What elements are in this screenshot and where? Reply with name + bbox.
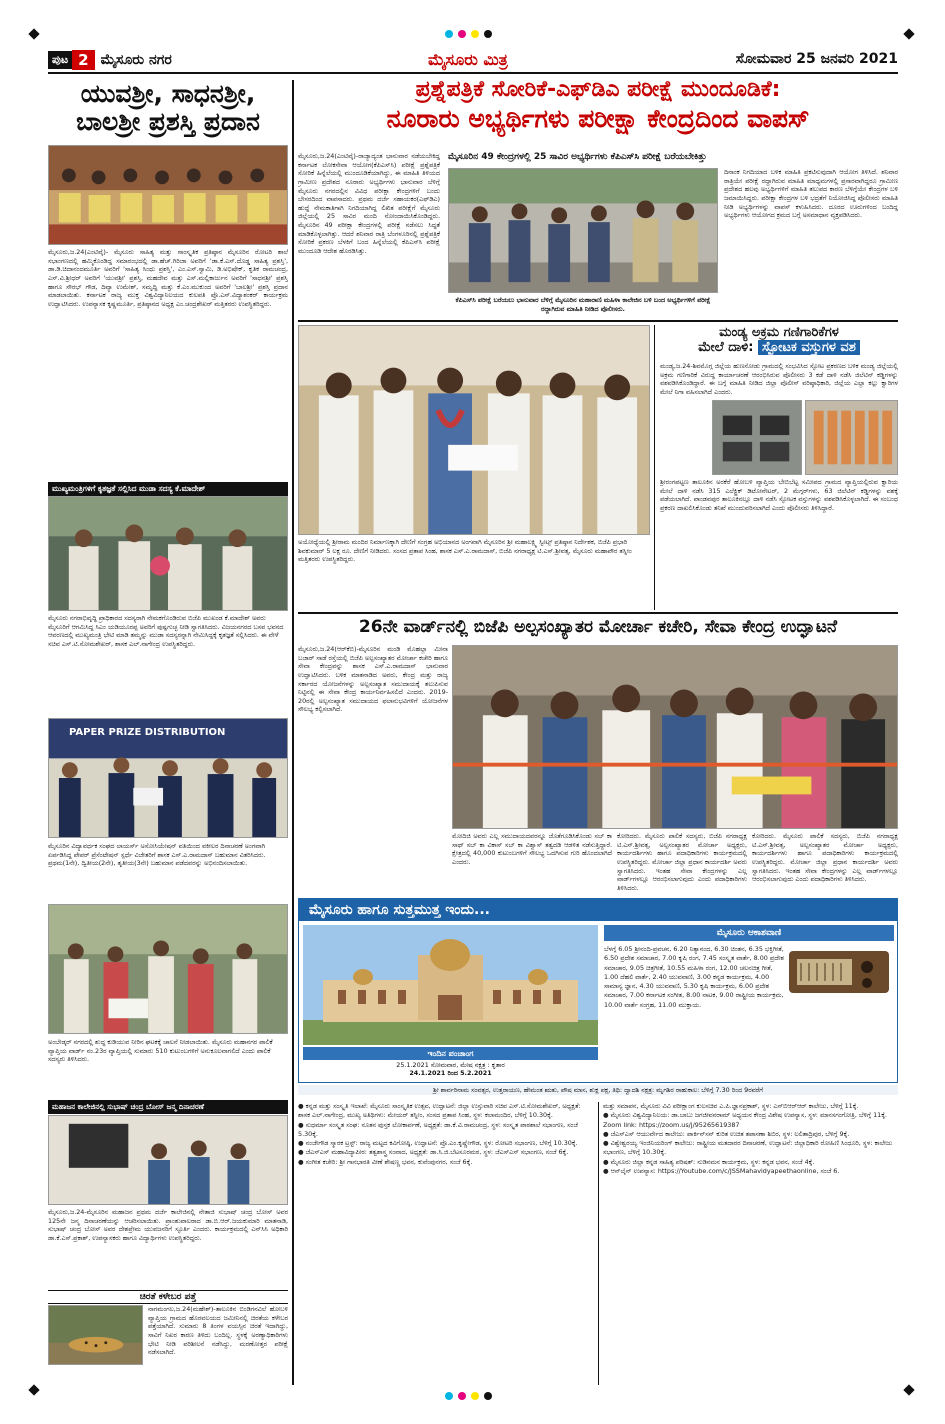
cm-felicitation-caption: ಮೈಸೂರು ನಗರಾಭಿವೃದ್ಧಿ ಪ್ರಾಧಿಕಾರದ ಸದಸ್ಯರಾಗಿ ನೇಮಕಗೊಂಡಿರುವ ಬಿಜೆಪಿ ಮುಖಂಡ ಕೆ.ಮಾದೇಶ್ ಅವರು ಮೈಸೂರಿಗೆ ಆಗಮಿಸಿದ್ದ ಸಿಎಂ ಯಡಿಯೂರಪ್ಪ ಅವರಿಗೆ ಪುಷ್ಪಗುಚ್ಛ ನೀಡಿ ಸ್ವಾಗತಿಸಿದರು. ವಿಜಯನಗರದ ಬಸವ ಭವನದ ಆವರಣದಲ್ಲಿ ಮುಖ್ಯಮಂತ್ರಿ ಭೇಟಿ ಮಾಡಿ ತಮ್ಮನ್ನು ಮುಡಾ ಸದಸ್ಯರನ್ನಾಗಿ ನೇಮಿಸಿದ್ದಕ್ಕೆ ಕೃತಜ್ಞತೆ ಸಲ್ಲಿಸಿದರು. ಈ ವೇಳೆ ಸಚಿವ ಎಸ್.ಟಿ.ಸೋಮಶೇಖರ್, ಶಾಸಕ ಎಲ್.ನಾಗೇಂದ್ರ ಉಪಸ್ಥಿತರಿದ್ದರು. [48, 614, 284, 648]
column-rule [598, 1102, 599, 1385]
subhash-photo [48, 1115, 288, 1205]
today-banner: ಮೈಸೂರು ಹಾಗೂ ಸುತ್ತಮುತ್ತ ಇಂದು... [299, 899, 897, 921]
masthead [48, 48, 898, 74]
cheque-photo [298, 325, 650, 535]
lead-headline-2: ನೂರಾರು ಅಭ್ಯರ್ಥಿಗಳು ಪರೀಕ್ಷಾ ಕೇಂದ್ರದಿಂದ ವಾಪಸ್ [386, 103, 810, 133]
mandya-headline [660, 326, 898, 355]
palace-photo [303, 925, 598, 1045]
radio-title: ಮೈಸೂರು ಆಕಾಶವಾಣಿ [604, 925, 894, 941]
page-label: ಪುಟ [48, 51, 72, 69]
ward-photo [452, 645, 898, 829]
ward-body-left: ಮೈಸೂರು,ಜ.24(ಆರ್‌ಕೆಬಿ)-ಮೈಸೂರಿನ ಮಂಡಿ ಮೊಹಲ್ಲಾ ಮೀನಾ ಬಜಾರ್ ಸಾಡೆ ರಸ್ತೆಯಲ್ಲಿ ಬಿಜೆಪಿ ಅಲ್ಪಸಂಖ್ಯಾತರ ಮೋರ್ಚಾ ಕಚೇರಿ ಹಾಗೂ ಸೇವಾ ಕೇಂದ್ರವನ್ನು ಶಾಸಕ ಎಸ್.ಎ.ರಾಮದಾಸ್ ಭಾನುವಾರ ಉದ್ಘಾಟಿಸಿದರು. ಬಳಿಕ ಮಾತನಾಡಿದ ಅವರು, ಕೇಂದ್ರ ಮತ್ತು ರಾಜ್ಯ ಸರ್ಕಾರದ ಯೋಜನೆಗಳನ್ನು ಅಲ್ಪಸಂಖ್ಯಾತ ಸಮುದಾಯಕ್ಕೆ ತಲುಪಿಸುವ ನಿಟ್ಟಿನಲ್ಲಿ ಈ ಸೇವಾ ಕೇಂದ್ರ ಕಾರ್ಯನಿರ್ವಹಿಸಲಿದೆ ಎಂದರು. 2019-20ರಲ್ಲಿ ಅಲ್ಪಸಂಖ್ಯಾತ ಸಮುದಾಯದ ಫಲಾನುಭವಿಗಳಿಗೆ ಯೋಜನೆಗಳ ಸೌಲಭ್ಯ ಕಲ್ಪಿಸಲಾಗಿದೆ. [298, 645, 448, 714]
registration-mark [28, 28, 39, 39]
panchanga-line-2: 24.1.2021 ರಿಂದ 5.2.2021 [409, 1069, 492, 1078]
awards-headline-2: ಬಾಲಶ್ರೀ ಪ್ರಶಸ್ತಿ ಪ್ರದಾನ [76, 107, 260, 136]
awards-headline-1: ಯುವಶ್ರೀ, ಸಾಧನಶ್ರೀ, [80, 79, 256, 108]
lead-photo [448, 168, 718, 293]
lead-photo-caption: ಕೆಪಿಎಸ್‌ಸಿ ಪರೀಕ್ಷೆ ಬರೆಯಲು ಭಾನುವಾರ ಬೆಳಿಗ್ಗೆ ಮೈಸೂರಿನ ಮಹಾರಾಣಿ ಮಹಿಳಾ ಕಾಲೇಜಿನ ಬಳಿ ಬಂದ ಅಭ್ಯರ್ಥಿಗಳಿಗೆ ಪರೀಕ್ಷೆ ರದ್ದಾಗಿರುವ ಮಾಹಿತಿ ನೀಡಿದ ಪೊಲೀಸರು. [455, 296, 711, 313]
today-panel [298, 898, 898, 1083]
awards-article [48, 80, 288, 136]
panchanga-line-3: ಶ್ರೀ ಶಾರ್ವರಿನಾಮ ಸಂವತ್ಸರ, ಉತ್ತರಾಯಣ, ಹೇಮಂತ ಋತು, ಪೌಷ ಮಾಸ, ಶುಕ್ಲ ಪಕ್ಷ, ತಿಥಿ: ದ್ವಾದಶಿ ನಕ್ಷತ್ರ: ಮೃಗಶಿರ ರಾಹುಕಾಲ: ಬೆಳಿಗ್ಗೆ 7.30 ರಿಂದ 9ರವರೆಗೆ [298, 1085, 898, 1095]
cm-felicitation-title: ಮುಖ್ಯಮಂತ್ರಿಗಳಿಗೆ ಕೃತಜ್ಞತೆ ಸಲ್ಲಿಸಿದ ಮುಡಾ ಸದಸ್ಯ ಕೆ.ಮಾದೇಶ್ [48, 482, 288, 496]
color-dots [445, 1392, 492, 1400]
panchanga-title: ಇಂದಿನ ಪಂಚಾಂಗ [303, 1047, 598, 1060]
panchanga-line-1: 25.1.2021 ಸೋಮವಾರ, ಮೇಷ ನಕ್ಷತ್ರ : ಕೃತಾರ [396, 1061, 505, 1069]
registration-mark [903, 1384, 914, 1395]
column-rule [292, 80, 294, 1385]
lead-body-left: ಮೈಸೂರು,ಜ.24(ಎಂಟಿವೈ)-ರಾಜ್ಯಾದ್ಯಂತ ಭಾನುವಾರ ನಡೆಯಬೇಕಿದ್ದ ಕರ್ನಾಟಕ ಲೋಕಸೇವಾ ಆಯೋಗ(ಕೆಪಿಎಸ್‌ಸಿ) ಪರೀಕ್ಷೆ ಪ್ರಶ್ನೆಪತ್ರಿಕೆ ಸೋರಿಕೆ ಹಿನ್ನೆಲೆಯಲ್ಲಿ ಮುಂದೂಡಿಕೆಯಾಗಿದ್ದು, ಈ ಮಾಹಿತಿ ತಿಳಿಯದ ಗ್ರಾಮೀಣ ಪ್ರದೇಶದ ನೂರಾರು ಅಭ್ಯರ್ಥಿಗಳು ಭಾನುವಾರ ಬೆಳಿಗ್ಗೆ ಮೈಸೂರು ನಗರದಲ್ಲಿನ ವಿವಿಧ ಪರೀಕ್ಷಾ ಕೇಂದ್ರಗಳಿಗೆ ಬಂದು ಬೇಸರದಿಂದ ವಾಪಸಾದರು. ಪ್ರಥಮ ದರ್ಜೆ ಸಹಾಯಕರ(ಎಫ್‌ಡಿಎ) ಹುದ್ದೆ ನೇಮಕಾತಿಗಾಗಿ ನಿಗದಿಯಾಗಿದ್ದ ಲಿಖಿತ ಪರೀಕ್ಷೆಗೆ ಮೈಸೂರು ಜಿಲ್ಲೆಯಲ್ಲಿ 25 ಸಾವಿರ ಮಂದಿ ನೋಂದಾಯಿಸಿಕೊಂಡಿದ್ದರು. ಮೈಸೂರಿನ 49 ಪರೀಕ್ಷಾ ಕೇಂದ್ರಗಳಲ್ಲಿ ಪರೀಕ್ಷೆ ನಡೆಸಲು ಸಿದ್ಧತೆ ಮಾಡಿಕೊಳ್ಳಲಾಗಿತ್ತು. ಆದರೆ ಶನಿವಾರ ರಾತ್ರಿ ಬೆಂಗಳೂರಿನಲ್ಲಿ ಪ್ರಶ್ನೆಪತ್ರಿಕೆ ಸೋರಿಕೆ ಪ್ರಕರಣ ಬೆಳಕಿಗೆ ಬಂದ ಹಿನ್ನೆಲೆಯಲ್ಲಿ ಕೆಪಿಎಸ್‌ಸಿ ಪರೀಕ್ಷೆ ಮುಂದೂಡಿ ಆದೇಶ ಹೊರಡಿಸಿತ್ತು. [298, 152, 440, 256]
paper-name: ಮೈಸೂರು ಮಿತ್ರ [428, 50, 508, 69]
prize-distribution-photo [48, 718, 288, 838]
explosives-photo-1 [712, 400, 802, 475]
mandya-headline-2a: ಮೇಲೆ ದಾಳಿ: [698, 339, 758, 355]
mandya-headline-1: ಮಂಡ್ಯ ಅಕ್ರಮ ಗಣಿಗಾರಿಕೆಗಳ [719, 325, 839, 340]
ward-body-right: ಕೋರಿದರು. ಮೈಸೂರು ಪಾಲಿಕೆ ಸದಸ್ಯರು, ಬಿಜೆಪಿ ನಗರಾಧ್ಯಕ್ಷ ಟಿ.ಎಸ್.ಶ್ರೀವತ್ಸ, ಅಲ್ಪಸಂಖ್ಯಾತರ ಮೋರ್ಚಾ ಅಧ್ಯಕ್ಷರು, ಕಾರ್ಯದರ್ಶಿಗಳು ಹಾಗೂ ಪದಾಧಿಕಾರಿಗಳು ಕಾರ್ಯಕ್ರಮದಲ್ಲಿ ಉಪಸ್ಥಿತರಿದ್ದರು. ಮೋರ್ಚಾ ಜಿಲ್ಲಾ ಪ್ರಧಾನ ಕಾರ್ಯದರ್ಶಿ ಅವರು ಸ್ವಾಗತಿಸಿದರು. ಇಂತಹ ಸೇವಾ ಕೇಂದ್ರಗಳನ್ನು ಎಲ್ಲ ವಾರ್ಡ್‌ಗಳಲ್ಲೂ ಆರಂಭಿಸಲಾಗುವುದು ಎಂದು ಪದಾಧಿಕಾರಿಗಳು ತಿಳಿಸಿದರು. [617, 832, 747, 892]
section-name: ಮೈಸೂರು ನಗರ [100, 52, 172, 68]
water-project-caption: ಅಂಬೇಡ್ಕರ್ ನಗರದಲ್ಲಿ ಶುದ್ಧ ಕುಡಿಯುವ ನೀರಿನ ಘಟಕಕ್ಕೆ ಚಾಲನೆ ನೀಡಲಾಯಿತು. ಮೈಸೂರು ಮಹಾನಗರ ಪಾಲಿಕೆ ವ್ಯಾಪ್ತಿಯ ವಾರ್ಡ್ ನಂ.23ರ ವ್ಯಾಪ್ತಿಯಲ್ಲಿ ಸುಮಾರು 510 ಕುಟುಂಬಗಳಿಗೆ ಅನುಕೂಲವಾಗಲಿದೆ ಎಂದು ಪಾಲಿಕೆ ಸದಸ್ಯರು ತಿಳಿಸಿದರು. [48, 1038, 273, 1064]
events-listing-left: ● ಕನ್ನಡ ಮತ್ತು ಸಂಸ್ಕೃತಿ ಇಲಾಖೆ: ಮೈಸೂರು ಸಾಂಸ್ಕೃತಿಕ ಉತ್ಸವ, ಉದ್ಘಾಟನೆ: ಜಿಲ್ಲಾ ಉಸ್ತುವಾರಿ ಸಚಿವ ಎಸ್.ಟಿ.ಸೋಮಶೇಖರ್, ಅಧ್ಯಕ್ಷತೆ: ಶಾಸಕ ಎಲ್.ನಾಗೇಂದ್ರ, ಮುಖ್ಯ ಅತಿಥಿಗಳು: ಮೇಯರ್ ತಸ್ನೀಂ, ಸಂಸದ ಪ್ರತಾಪ ಸಿಂಹ, ಸ್ಥಳ: ಕಲಾಮಂದಿರ, ಬೆಳಿಗ್ಗೆ 10.30ಕ್ಕೆ. ● ಸುಧರ್ಮಾ ಸಂಸ್ಕೃತ ಸಂಘ: ನೂತನ ಪುಸ್ತಕ ಲೋಕಾರ್ಪಣೆ, ಅಧ್ಯಕ್ಷತೆ: ಡಾ.ಕೆ.ವಿ.ರಾಮಚಂದ್ರ, ಸ್ಥಳ: ಸಂಸ್ಕೃತ ಪಾಠಶಾಲೆ ಸಭಾಂಗಣ, ಸಂಜೆ 5.30ಕ್ಕೆ. ● ನಂಜೇಗೌಡ ಸ್ಮಾರಕ ಟ್ರಸ್ಟ್: ರಾಜ್ಯ ಮಟ್ಟದ ಕವಿಗೋಷ್ಠಿ, ಉದ್ಘಾಟನೆ: ಪ್ರೊ.ಎಂ.ಕೃಷ್ಣೇಗೌಡ, ಸ್ಥಳ: ರೋಟರಿ ಸಭಾಂಗಣ, ಬೆಳಿಗ್ಗೆ 10.30ಕ್ಕೆ. ● ಜೆಎಸ್‌ಎಸ್ ಮಹಾವಿದ್ಯಾಪೀಠ: ತತ್ವಶಾಸ್ತ್ರ ಸಂವಾದ, ಅಧ್ಯಕ್ಷತೆ: ಡಾ.ಸಿ.ಜಿ.ಬೆಟಸೂರಮಠ, ಸ್ಥಳ: ಜೆಎಸ್‌ಎಸ್ ಸಭಾಂಗಣ, ಸಂಜೆ 6ಕ್ಕೆ. ● ಸಂಗೀತ ಕಚೇರಿ: ಶ್ರೀ ಗಾನಭಾರತಿ ವೀಣೆ ಶೇಷಣ್ಣ ಭವನ, ಕುವೆಂಪುನಗರ, ಸಂಜೆ 6ಕ್ಕೆ. [298, 1102, 581, 1166]
leopard-body: ನಾಗಮಂಗಲ,ಜ.24(ಮಹೇಶ್)-ತಾಲೂಕಿನ ಬಿಂಡಿಗನವಿಲೆ ಹೋಬಳಿ ವ್ಯಾಪ್ತಿಯ ಗ್ರಾಮದ ಹೊರವಲಯದ ಜಮೀನಿನಲ್ಲಿ ಚಿರತೆಯ ಕಳೇಬರ ಪತ್ತೆಯಾಗಿದೆ. ಸುಮಾರು 8 ತಿಂಗಳ ವಯಸ್ಸಿನ ಚಿರತೆ ಇದಾಗಿದ್ದು, ಸಾವಿಗೆ ನಿಖರ ಕಾರಣ ತಿಳಿದು ಬಂದಿಲ್ಲ. ಸ್ಥಳಕ್ಕೆ ಅರಣ್ಯಾಧಿಕಾರಿಗಳು ಭೇಟಿ ನೀಡಿ ಪರಿಶೀಲನೆ ನಡೆಸಿದ್ದು, ಮರಣೋತ್ತರ ಪರೀಕ್ಷೆ ನಡೆಸಲಾಗಿದೆ. [148, 1305, 288, 1357]
column-rule [654, 325, 655, 610]
mandya-body-top: ಮಂಡ್ಯ,ಜ.24-ಶಿವಮೊಗ್ಗ ಜಿಲ್ಲೆಯ ಹುಣಸೋಡು ಗ್ರಾಮದಲ್ಲಿ ಸಂಭವಿಸಿದ ಸ್ಫೋಟ ಪ್ರಕರಣದ ಬಳಿಕ ಮಂಡ್ಯ ಜಿಲ್ಲೆಯಲ್ಲಿ ಅಕ್ರಮ ಗಣಿಗಾರಿಕೆ ವಿರುದ್ಧ ಕಾರ್ಯಾಚರಣೆ ಆರಂಭಿಸಿರುವ ಪೊಲೀಸರು 3 ಕಡೆ ದಾಳಿ ನಡೆಸಿ ಜಿಲೆಟಿನ್ ಕಡ್ಡಿಗಳನ್ನು ವಶಪಡಿಸಿಕೊಂಡಿದ್ದಾರೆ. ಈ ಬಗ್ಗೆ ಮಾಹಿತಿ ನೀಡಿದ ಜಿಲ್ಲಾ ಪೊಲೀಸ್ ವರಿಷ್ಠಾಧಿಕಾರಿ, ಜಿಲ್ಲೆಯ ಎಲ್ಲಾ ಕಲ್ಲು ಕ್ವಾರಿಗಳ ಮೇಲೆ ನಿಗಾ ವಹಿಸಲಾಗಿದೆ ಎಂದರು. [660, 362, 898, 396]
water-project-photo [48, 904, 288, 1034]
lead-subhead: ಮೈಸೂರಿನ 49 ಕೇಂದ್ರಗಳಲ್ಲಿ 25 ಸಾವಿರ ಅಭ್ಯರ್ಥಿಗಳು ಕೆಪಿಎಸ್‌ಸಿ ಪರೀಕ್ಷೆ ಬರೆಯಬೇಕಿತ್ತು [448, 152, 707, 162]
lead-headline [298, 78, 898, 133]
cheque-caption: ಅಯೋಧ್ಯೆಯಲ್ಲಿ ಶ್ರೀರಾಮ ಮಂದಿರ ನಿರ್ಮಾಣಕ್ಕಾಗಿ ದೇಣಿಗೆ ಸಂಗ್ರಹ ಅಭಿಯಾನದ ಅಂಗವಾಗಿ ಮೈಸೂರಿನ ಶ್ರೀ ಮಹಾಲಕ್ಷ್ಮಿ ಸ್ವೀಟ್ಸ್ ಪ್ರತಿಷ್ಠಾನ ನಿರ್ದೇಶಕ, ಬಿಜೆಪಿ ಪ್ರಭಾರಿ ಶಿವಕುಮಾರ್ 5 ಲಕ್ಷ ರೂ. ದೇಣಿಗೆ ನೀಡಿದರು. ಸಂಸದ ಪ್ರತಾಪ ಸಿಂಹ, ಶಾಸಕ ಎಸ್.ಎ.ರಾಮದಾಸ್, ಬಿಜೆಪಿ ನಗರಾಧ್ಯಕ್ಷ ಟಿ.ಎಸ್.ಶ್ರೀವತ್ಸ, ಮೈಸೂರು ಮಹಾಪೌರ ತಸ್ನೀಂ ಮತ್ತಿತರರು ಉಪಸ್ಥಿತರಿದ್ದರು. [298, 538, 632, 564]
row-rule [298, 320, 898, 322]
leopard-title: ಚಿರತೆ ಕಳೇಬರ ಪತ್ತೆ [48, 1290, 288, 1304]
page-number: 2 [72, 50, 94, 70]
leopard-photo [48, 1305, 143, 1365]
issue-date: ಸೋಮವಾರ 25 ಜನವರಿ 2021 [735, 51, 898, 67]
subhash-body: ಮೈಸೂರು,ಜ.24-ಮೈಸೂರಿನ ಮಹಾಜನ ಪ್ರಥಮ ದರ್ಜೆ ಕಾಲೇಜಿನಲ್ಲಿ ನೇತಾಜಿ ಸುಭಾಷ್ ಚಂದ್ರ ಬೋಸ್ ಅವರ 125ನೇ ಜನ್ಮ ದಿನಾಚರಣೆಯನ್ನು ಆಚರಿಸಲಾಯಿತು. ಪ್ರಾಂಶುಪಾಲರಾದ ಡಾ.ಬಿ.ಆರ್.ಜಯಕುಮಾರಿ ಮಾತನಾಡಿ, ಸುಭಾಷ್ ಚಂದ್ರ ಬೋಸ್ ಅವರ ದೇಶಪ್ರೇಮ ಯುವಜನರಿಗೆ ಸ್ಫೂರ್ತಿ ಎಂದರು. ಕಾರ್ಯಕ್ರಮದಲ್ಲಿ ಎನ್‌ಸಿಸಿ ಅಧಿಕಾರಿ ಡಾ.ಕೆ.ಎಸ್.ಪ್ರಕಾಶ್, ಉಪನ್ಯಾಸಕರು ಹಾಗೂ ವಿದ್ಯಾರ್ಥಿಗಳು ಉಪಸ್ಥಿತರಿದ್ದರು. [48, 1208, 288, 1242]
prize-banner-text: PAPER PRIZE DISTRIBUTION [69, 727, 226, 738]
radio-icon [787, 945, 891, 995]
awards-photo [48, 145, 288, 245]
mandya-headline-2b: ಸ್ಫೋಟಕ ವಸ್ತುಗಳ ವಶ [758, 340, 860, 355]
events-listing-right: ಮತ್ತು ಸಮಾಪನ, ಮೈಸೂರು ವಿವಿ ಪರೀಕ್ಷಾಂಗ ಕುಲಸಚಿವ ಎ.ಪಿ.ಜ್ಞಾನಪ್ರಕಾಶ್, ಸ್ಥಳ: ಎಸ್‌ಬಿಆರ್‌ಆರ್ ಕಾಲೇಜು, ಬೆಳಿಗ್ಗೆ 11ಕ್ಕೆ. ● ಮೈಸೂರು ವಿಶ್ವವಿದ್ಯಾನಿಲಯ: ಡಾ.ಬಾಬು ಜಗಜೀವನರಾಮ್ ಅಧ್ಯಯನ ಕೇಂದ್ರ ವಿಶೇಷ ಉಪನ್ಯಾಸ, ಸ್ಥಳ: ಮಾನಸಗಂಗೋತ್ರಿ, ಬೆಳಿಗ್ಗೆ 11ಕ್ಕೆ. Zoom link: https://zoom.us/j/95265619387 ● ಜೆಎಸ್‌ಎಸ್ ಆಯುರ್ವೇದ ಕಾಲೇಜು: ಪಾರ್ಕಿನ್‌ಸನ್ ಕುರಿತ ಉಚಿತ ತಪಾಸಣಾ ಶಿಬಿರ, ಸ್ಥಳ: ಲಲಿತಾದ್ರಿಪುರ, ಬೆಳಿಗ್ಗೆ 9ಕ್ಕೆ. ● ವಿಶ್ವೇಶ್ವರಯ್ಯ ಇಂಜಿನಿಯರಿಂಗ್ ಕಾಲೇಜು: ರಾಷ್ಟ್ರೀಯ ಮತದಾರರ ದಿನಾಚರಣೆ, ಉದ್ಘಾಟನೆ: ಜಿಲ್ಲಾಧಿಕಾರಿ ರೋಹಿಣಿ ಸಿಂಧೂರಿ, ಸ್ಥಳ: ಕಾಲೇಜು ಸಭಾಂಗಣ, ಬೆಳಿಗ್ಗೆ 10.30ಕ್ಕೆ. ● ಮೈಸೂರು ಜಿಲ್ಲಾ ಕನ್ನಡ ಸಾಹಿತ್ಯ ಪರಿಷತ್: ನುಡಿನಮನ ಕಾರ್ಯಕ್ರಮ, ಸ್ಥಳ: ಕನ್ನಡ ಭವನ, ಸಂಜೆ 4ಕ್ಕೆ. ● ಆನ್‌ಲೈನ್ ಉಪನ್ಯಾಸ: https://Youtube.com/c/JSSMahavidyapeethaonline, ಸಂಜೆ 6. [603, 1102, 893, 1175]
mandya-body-bottom: ಶ್ರೀರಂಗಪಟ್ಟಣ ತಾಲೂಕಿನ ಅರಕೆರೆ ಹೋಬಳಿ ವ್ಯಾಪ್ತಿಯ ಬೇಬಿಬೆಟ್ಟ ಸಮೀಪದ ಗ್ರಾಮದ ವ್ಯಾಪ್ತಿಯಲ್ಲಿರುವ ಕ್ವಾರಿಯ ಮೇಲೆ ದಾಳಿ ನಡೆಸಿ 315 ಎಲೆಕ್ಟ್ರಿಕ್ ಡಿಟೋನೇಟರ್, 2 ಮೆಗ್ಗರ್‌ಗಳು, 63 ಜಿಲೆಟಿನ್ ಕಡ್ಡಿಗಳನ್ನು ವಶಕ್ಕೆ ಪಡೆಯಲಾಗಿದೆ. ಪಾಂಡವಪುರ ತಾಲೂಕಿನಲ್ಲೂ ದಾಳಿ ನಡೆಸಿ ಸ್ಫೋಟಕ ವಸ್ತುಗಳನ್ನು ವಶಪಡಿಸಿಕೊಳ್ಳಲಾಗಿದೆ. ಈ ಸಂಬಂಧ ಪ್ರಕರಣ ದಾಖಲಿಸಿಕೊಂಡು ತನಿಖೆ ಮುಂದುವರಿಸಲಾಗಿದೆ ಎಂದು ಪೊಲೀಸರು ತಿಳಿಸಿದ್ದಾರೆ. [660, 478, 898, 512]
panchanga-body [303, 1061, 598, 1078]
page-number-box [48, 50, 172, 70]
subhash-title: ಮಹಾಜನ ಕಾಲೇಜಿನಲ್ಲಿ ಸುಭಾಷ್ ಚಂದ್ರ ಬೋಸ್ ಜನ್ಮ ದಿನಾಚರಣೆ [48, 1100, 288, 1114]
ward-body-right-2: ಕೋರಿದರು. ಮೈಸೂರು ಪಾಲಿಕೆ ಸದಸ್ಯರು, ಬಿಜೆಪಿ ನಗರಾಧ್ಯಕ್ಷ ಟಿ.ಎಸ್.ಶ್ರೀವತ್ಸ, ಅಲ್ಪಸಂಖ್ಯಾತರ ಮೋರ್ಚಾ ಅಧ್ಯಕ್ಷರು, ಕಾರ್ಯದರ್ಶಿಗಳು ಹಾಗೂ ಪದಾಧಿಕಾರಿಗಳು ಕಾರ್ಯಕ್ರಮದಲ್ಲಿ ಉಪಸ್ಥಿತರಿದ್ದರು. ಮೋರ್ಚಾ ಜಿಲ್ಲಾ ಪ್ರಧಾನ ಕಾರ್ಯದರ್ಶಿ ಅವರು ಸ್ವಾಗತಿಸಿದರು. ಇಂತಹ ಸೇವಾ ಕೇಂದ್ರಗಳನ್ನು ಎಲ್ಲ ವಾರ್ಡ್‌ಗಳಲ್ಲೂ ಆರಂಭಿಸಲಾಗುವುದು ಎಂದು ಪದಾಧಿಕಾರಿಗಳು ತಿಳಿಸಿದರು. [752, 832, 898, 884]
registration-mark [28, 1384, 39, 1395]
ward-headline: 26ನೇ ವಾರ್ಡ್‌ನಲ್ಲಿ ಬಿಜೆಪಿ ಅಲ್ಪಸಂಖ್ಯಾತರ ಮೋರ್ಚಾ ಕಚೇರಿ, ಸೇವಾ ಕೇಂದ್ರ ಉದ್ಘಾಟನೆ [358, 617, 838, 637]
color-dots [445, 30, 492, 38]
prize-distribution-caption: ಮೈಸೂರಿನ ವಿದ್ಯಾವರ್ಧಕ ಸಂಘದ ಲಾಯರ್ಸ್ ಅಸೋಸಿಯೇಷನ್ ವತಿಯಿಂದ ವಕೀಲರ ದಿನಾಚರಣೆ ಅಂಗವಾಗಿ ಏರ್ಪಡಿಸಿದ್ದ ಪೇಪರ್ ಪ್ರೆಸೆಂಟೇಷನ್ ಸ್ಪರ್ಧೆ ವಿಜೇತರಿಗೆ ಶಾಸಕ ಎಸ್.ಎ.ರಾಮದಾಸ್ ಬಹುಮಾನ ವಿತರಿಸಿದರು. ಪ್ರಥಮ(1ನೇ), ದ್ವಿತೀಯ(2ನೇ), ತೃತೀಯ(3ನೇ) ಬಹುಮಾನ ಪಡೆದವರನ್ನು ಅಭಿನಂದಿಸಲಾಯಿತು. [48, 842, 266, 868]
awards-body: ಮೈಸೂರು,ಜ.24(ಎಂಟಿವೈ)- ಮೈಸೂರು ಸಾಹಿತ್ಯ ಮತ್ತು ಸಾಂಸ್ಕೃತಿಕ ಪ್ರತಿಷ್ಠಾನ ಮೈಸೂರಿನ ರೋಟರಿ ಶಾಲೆ ಸಭಾಂಗಣದಲ್ಲಿ ಹಮ್ಮಿಕೊಂಡಿದ್ದ ಸಮಾರಂಭದಲ್ಲಿ ಡಾ.ಹೆಚ್.ಗಿರಿಜಾ ಅವರಿಗೆ 'ಡಾ.ಕೆ.ಎಸ್.ದೊಡ್ಡ ಸಾಹಿತ್ಯ ಪ್ರಶಸ್ತಿ', ಡಾ.ಡಿ.ಚಿದಾನಂದಮೂರ್ತಿ ಅವರಿಗೆ 'ಸಾಹಿತ್ಯ ಸಿಂಧು ಪ್ರಶಸ್ತಿ', ಎಂ.ಎಸ್.ಸ್ವಾಮಿ, ಡಿ.ಅಭಿಷೇಕ್, ಕೃತಿಕ ರಾಮಚಂದ್ರ, ಎಸ್.ವಿ.ಶ್ರೀಧರ್ ಅವರಿಗೆ 'ಯುವಶ್ರೀ' ಪ್ರಶಸ್ತಿ, ಮಹದೇವ ಮತ್ತು ಎಸ್.ಮಲ್ಲಿಕಾರ್ಜುನ ಅವರಿಗೆ 'ಸಾಧನಶ್ರೀ' ಪ್ರಶಸ್ತಿ ಹಾಗೂ ಸೌರಭ್ ಗೌಡ, ದಿವ್ಯಾ ಉಮೇಶ್, ಸಮೃದ್ಧಿ ಮತ್ತು ಕೆ.ಎಂ.ಮುಕುಂದ ಅವರಿಗೆ 'ಬಾಲಶ್ರೀ' ಪ್ರಶಸ್ತಿ ಪ್ರದಾನ ಮಾಡಲಾಯಿತು. ಕರ್ನಾಟಕ ರಾಜ್ಯ ಮುಕ್ತ ವಿಶ್ವವಿದ್ಯಾನಿಲಯದ ಕುಲಪತಿ ಪ್ರೊ.ಎಸ್.ವಿದ್ಯಾಶಂಕರ್ ಕಾರ್ಯಕ್ರಮ ಉದ್ಘಾಟಿಸಿದರು. ಉಪನ್ಯಾಸಕ ಕೃಷ್ಣಮೂರ್ತಿ, ಪ್ರತಿಷ್ಠಾನದ ಅಧ್ಯಕ್ಷ ಎಂ.ಚಂದ್ರಶೇಖರ್ ಮತ್ತಿತರರು ಉಪಸ್ಥಿತರಿದ್ದರು. [48, 248, 288, 308]
cm-felicitation-photo [48, 496, 288, 611]
radio-schedule: ಬೆಳಗ್ಗೆ 6.05 ಶ್ರೀನಂದಿ-ಪ್ರವಚನ, 6.20 ನಿತ್ಯಾನಂದ, 6.30 ಚಿಂತನ, 6.35 ಭಕ್ತಿಗೀತೆ, 6.50 ಪ್ರದೇಶ ಸಮಾಚಾರ, 7.00 ಕೃಷಿ ರಂಗ, 7.45 ಸಂಸ್ಕೃತ ವಾರ್ತೆ, 8.00 ಪ್ರದೇಶ ಸಮಾಚಾರ, 9.05 ಚಿತ್ರಗೀತೆ, 10.55 ಮಹಿಳಾ ರಂಗ, 12.00 ಚಲನಚಿತ್ರ ಗೀತೆ, 1.00 ದೆಹಲಿ ವಾರ್ತೆ, 2.40 ಯುವವಾಣಿ, 3.00 ಕನ್ನಡ ಕಾರ್ಯಕ್ರಮ, 4.00 ಸಾಮಾನ್ಯ ಜ್ಞಾನ, 4.30 ಯುವವಾಣಿ, 5.30 ಕೃಷಿ ಕಾರ್ಯಕ್ರಮ, 6.00 ಪ್ರದೇಶ ಸಮಾಚಾರ, 7.00 ಕರ್ನಾಟಕ ಸಂಗೀತ, 8.00 ನಾಟಕ, 9.00 ರಾಷ್ಟ್ರೀಯ ಕಾರ್ಯಕ್ರಮ, 10.00 ವಾರ್ತೆ ಸಂಗ್ರಹ, 11.00 ಮುಕ್ತಾಯ. [604, 945, 784, 1009]
explosives-photo-2 [805, 400, 898, 475]
row-rule [298, 612, 898, 614]
lead-headline-1: ಪ್ರಶ್ನೆಪತ್ರಿಕೆ ಸೋರಿಕೆ-ಎಫ್‌ಡಿಎ ಪರೀಕ್ಷೆ ಮುಂದೂಡಿಕೆ: [415, 77, 781, 102]
lead-body-right: ದಿನಾಂಕ ನಿಗದಿಯಾದ ಬಳಿಕ ಮಾಹಿತಿ ಪ್ರಕಟಿಸುವುದಾಗಿ ಆಯೋಗ ತಿಳಿಸಿದೆ. ಶನಿವಾರ ರಾತ್ರಿಯೇ ಪರೀಕ್ಷೆ ರದ್ದಾಗಿರುವ ಮಾಹಿತಿ ಮಾಧ್ಯಮಗಳಲ್ಲಿ ಪ್ರಸಾರವಾಗಿದ್ದರೂ ಗ್ರಾಮೀಣ ಪ್ರದೇಶದ ಹಲವು ಅಭ್ಯರ್ಥಿಗಳಿಗೆ ಮಾಹಿತಿ ತಲುಪದ ಕಾರಣ ಬೆಳಿಗ್ಗೆಯೇ ಕೇಂದ್ರಗಳ ಬಳಿ ಜಮಾಯಿಸಿದ್ದರು. ಪರೀಕ್ಷಾ ಕೇಂದ್ರಗಳ ಬಳಿ ಭದ್ರತೆಗೆ ನಿಯೋಜಿಸಿದ್ದ ಪೊಲೀಸರು ಮಾಹಿತಿ ನೀಡಿ ಅಭ್ಯರ್ಥಿಗಳನ್ನು ವಾಪಸ್ ಕಳುಹಿಸಿದರು. ದೂರದ ಊರುಗಳಿಂದ ಬಂದಿದ್ದ ಅಭ್ಯರ್ಥಿಗಳು ಆಯೋಗದ ಕ್ರಮದ ಬಗ್ಗೆ ಅಸಮಾಧಾನ ವ್ಯಕ್ತಪಡಿಸಿದರು. [724, 168, 898, 220]
ward-body-mid: ಮೋದಿಜಿ ಅವರು ಎಲ್ಲ ಸಮುದಾಯದವರನ್ನೂ ಜೊತೆಗೂಡಿಸಿಕೊಂಡು ಸಬ್ ಕಾ ಸಾಥ್ ಸಬ್ ಕಾ ವಿಕಾಸ್ ಸಬ್ ಕಾ ವಿಶ್ವಾಸ್ ತತ್ವದಡಿ ಆಡಳಿತ ನಡೆಸುತ್ತಿದ್ದಾರೆ. ಕ್ಷೇತ್ರದಲ್ಲಿ 40,000 ಕುಟುಂಬಗಳಿಗೆ ಸೌಲಭ್ಯ ಒದಗಿಸುವ ಗುರಿ ಹೊಂದಲಾಗಿದೆ ಎಂದರು. [452, 832, 612, 866]
registration-mark [903, 28, 914, 39]
